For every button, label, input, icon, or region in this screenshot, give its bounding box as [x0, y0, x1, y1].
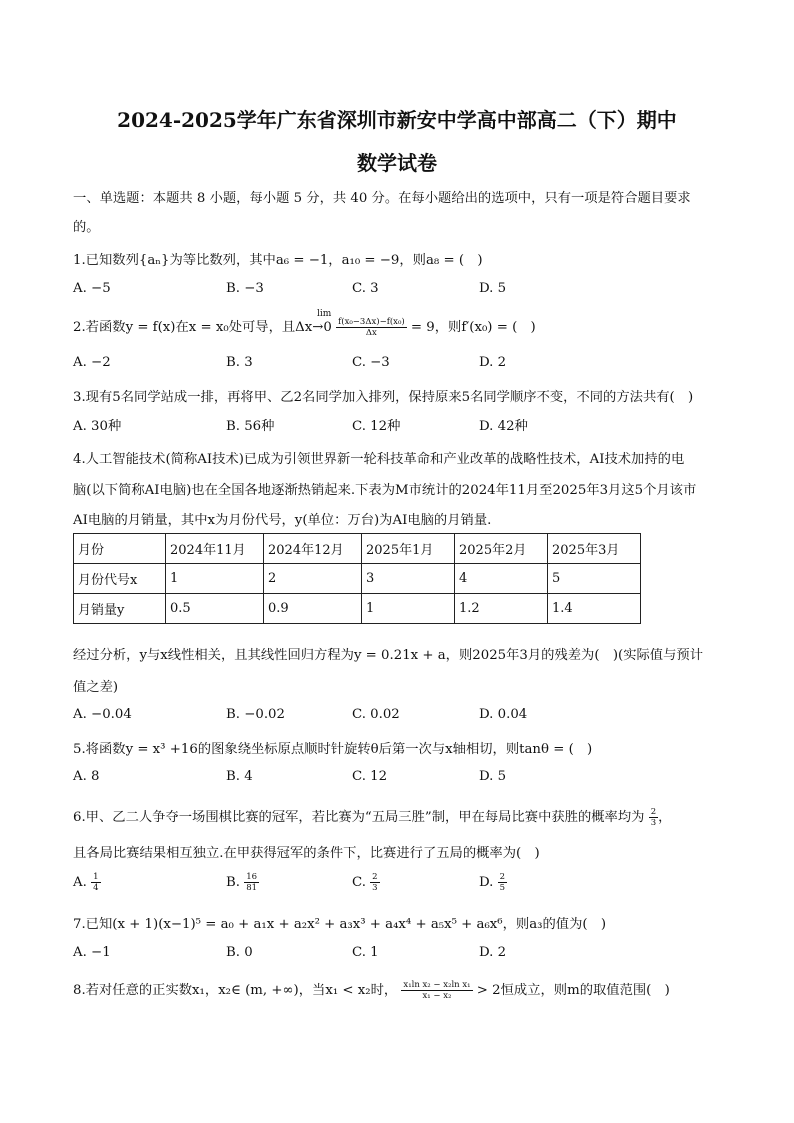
q2-lim-label: lim	[317, 309, 332, 319]
q1-option-c: C. 3	[352, 281, 379, 296]
q8-fraction	[401, 980, 472, 1001]
q6-option-c-fraction	[370, 872, 379, 893]
q6-prob-numerator: 2	[650, 807, 657, 817]
question-6-options	[73, 872, 733, 892]
q4-option-c: C. 0.02	[352, 707, 400, 722]
fraction-numerator: 1	[93, 872, 99, 882]
question-6-line1	[73, 806, 671, 828]
question-7-stem: 7.已知(x + 1)(x−1)⁵ = a₀ + a₁x + a₂x² + a₃x³ + a₄x⁴ + a₅x⁵ + a₆x⁶，则a₃的值为( )	[73, 917, 607, 932]
table-cell: 2	[264, 564, 362, 594]
q6-option-a-label: A.	[73, 875, 87, 890]
question-4-line3: AI电脑的月销量，其中x为月份代号，y(单位：万台)为AI电脑的月销量.	[73, 513, 492, 528]
q6-line1-text: 6.甲、乙二人争夺一场围棋比赛的冠军，若比赛为“五局三胜”制，甲在每局比赛中获胜的概率均为	[73, 810, 645, 825]
question-2-stem	[73, 316, 536, 338]
q6-probability-fraction	[649, 807, 658, 828]
question-1-options	[73, 281, 733, 301]
question-6-line2: 且各局比赛结果相互独立.在甲获得冠军的条件下，比赛进行了五局的概率为( )	[73, 846, 540, 861]
q4-option-a: A. −0.04	[73, 707, 132, 722]
question-3-stem: 3.现有5名同学站成一排，再将甲、乙2名同学加入排列，保持原来5名同学顺序不变，不同的方法共有( )	[73, 390, 694, 405]
table-row	[74, 594, 641, 624]
q5-option-b: B. 4	[226, 769, 253, 784]
question-7-options	[73, 945, 733, 965]
q6-option-b-label: B.	[226, 875, 240, 890]
q6-line1-end: ，	[658, 810, 672, 825]
q4-option-b: B. −0.02	[226, 707, 285, 722]
table-cell: 2024年11月	[166, 534, 264, 564]
table-cell: 1	[166, 564, 264, 594]
exam-subtitle: 数学试卷	[357, 151, 437, 175]
q3-option-a: A. 30种	[73, 419, 122, 434]
table-cell: 2025年1月	[362, 534, 455, 564]
table-cell: 0.5	[166, 594, 264, 624]
q6-option-d-fraction	[498, 872, 507, 893]
q8-fraction-numerator: x₁ln x₂ − x₂ln x₁	[403, 980, 471, 990]
table-cell: 5	[548, 564, 641, 594]
question-4-after-line2: 值之差)	[73, 680, 119, 695]
q1-option-a: A. −5	[73, 281, 111, 296]
question-2-options	[73, 355, 733, 375]
q2-option-b: B. 3	[226, 355, 253, 370]
sales-table	[73, 533, 641, 624]
q6-option-a-fraction	[91, 872, 100, 893]
question-4-after-line1: 经过分析，y与x线性相关，且其线性回归方程为y = 0.21x + a，则2025年3月的残差为( )(实际值与预计	[73, 648, 703, 663]
exam-title: 2024-2025学年广东省深圳市新安中学高中部高二（下）期中	[117, 108, 677, 132]
table-cell: 1	[362, 594, 455, 624]
fraction-numerator: 2	[499, 872, 506, 882]
question-8-stem	[73, 979, 670, 1001]
question-3-options	[73, 415, 733, 435]
fraction-numerator: 16	[246, 872, 258, 882]
q3-option-b: B. 56种	[226, 419, 275, 434]
fraction-denominator: 5	[499, 883, 506, 893]
q2-option-d: D. 2	[479, 355, 507, 370]
q6-option-d-label: D.	[479, 875, 494, 890]
section-intro-line2: 的。	[73, 220, 100, 235]
q8-stem-suffix: > 2恒成立，则m的取值范围( )	[476, 983, 670, 998]
table-header-row	[74, 534, 641, 564]
question-4-line2: 脑(以下简称AI电脑)也在全国各地逐渐热销起来.下表为M市统计的2024年11月至2025年3月这5个月该市	[73, 483, 697, 498]
q7-option-d: D. 2	[479, 945, 507, 960]
q6-option-a	[73, 872, 101, 893]
q4-option-d: D. 0.04	[479, 707, 528, 722]
q6-prob-denominator: 3	[650, 818, 657, 828]
table-cell: 月销量y	[74, 594, 166, 624]
q2-stem-prefix: 2.若函数y = f(x)在x = x₀处可导，且Δx→0	[73, 320, 332, 335]
q2-limit-fraction	[336, 317, 407, 338]
table-cell: 4	[455, 564, 548, 594]
q6-option-b-fraction	[244, 872, 259, 893]
fraction-denominator: 81	[246, 883, 258, 893]
q6-option-c	[352, 872, 380, 893]
q2-option-c: C. −3	[352, 355, 390, 370]
q7-option-a: A. −1	[73, 945, 111, 960]
q7-option-c: C. 1	[352, 945, 379, 960]
table-cell: 2025年3月	[548, 534, 641, 564]
fraction-denominator: 4	[93, 883, 99, 893]
question-5-options	[73, 769, 733, 789]
q2-fraction-denominator: Δx	[365, 328, 377, 338]
q2-fraction-numerator: f(x₀−3Δx)−f(x₀)	[338, 317, 405, 327]
table-cell: 2024年12月	[264, 534, 362, 564]
table-cell: 1.4	[548, 594, 641, 624]
fraction-numerator: 2	[372, 872, 378, 882]
q6-option-b	[226, 872, 259, 893]
table-cell: 1.2	[455, 594, 548, 624]
q8-fraction-denominator: x₁ − x₂	[422, 991, 452, 1001]
q3-option-c: C. 12种	[352, 419, 401, 434]
q2-option-a: A. −2	[73, 355, 111, 370]
q6-option-d	[479, 872, 507, 893]
q1-option-b: B. −3	[226, 281, 264, 296]
table-cell: 月份	[74, 534, 166, 564]
question-4-options	[73, 707, 733, 727]
question-5-stem: 5.将函数y = x³ +16的图象绕坐标原点顺时针旋转θ后第一次与x轴相切，则tanθ = ( )	[73, 742, 593, 757]
table-cell: 3	[362, 564, 455, 594]
question-1-stem: 1.已知数列{aₙ}为等比数列，其中a₆ = −1，a₁₀ = −9，则a₈ = ( )	[73, 253, 483, 268]
q5-option-d: D. 5	[479, 769, 507, 784]
q5-option-c: C. 12	[352, 769, 388, 784]
question-4-line1: 4.人工智能技术(简称AI技术)已成为引领世界新一轮科技革命和产业改革的战略性技术，AI技术加持的电	[73, 452, 685, 467]
q3-option-d: D. 42种	[479, 419, 528, 434]
q8-stem-prefix: 8.若对任意的正实数x₁，x₂∈ (m, +∞)，当x₁ < x₂时，	[73, 983, 398, 998]
q2-stem-suffix: = 9，则f′(x₀) = ( )	[410, 320, 536, 335]
q6-option-c-label: C.	[352, 875, 366, 890]
q5-option-a: A. 8	[73, 769, 100, 784]
q7-option-b: B. 0	[226, 945, 253, 960]
table-cell: 2025年2月	[455, 534, 548, 564]
table-cell: 0.9	[264, 594, 362, 624]
table-cell: 月份代号x	[74, 564, 166, 594]
q1-option-d: D. 5	[479, 281, 507, 296]
section-intro-line1: 一、单选题：本题共 8 小题，每小题 5 分，共 40 分。在每小题给出的选项中，只有一项是符合题目要求	[73, 191, 691, 206]
fraction-denominator: 3	[372, 883, 378, 893]
table-row	[74, 564, 641, 594]
